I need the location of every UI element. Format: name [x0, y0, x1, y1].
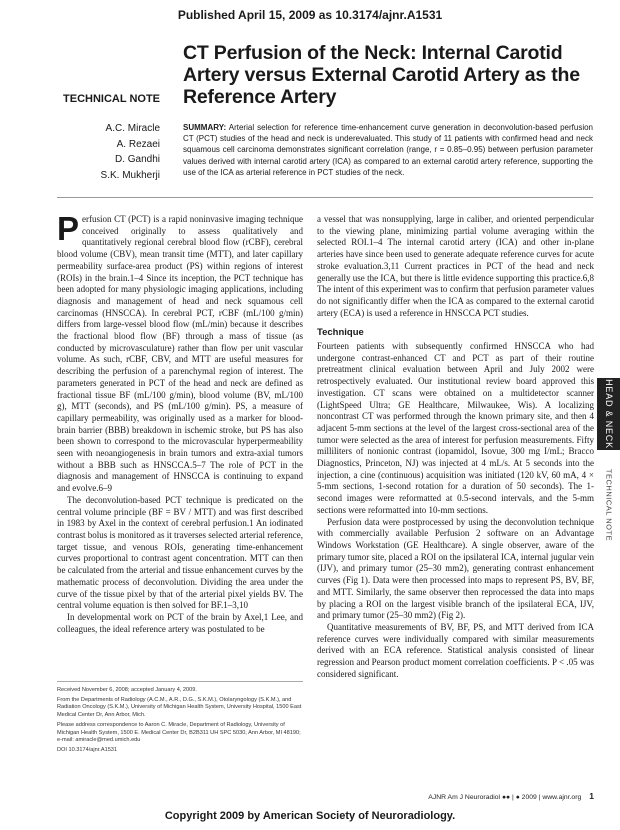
technique-heading: Technique	[317, 327, 364, 339]
drop-cap: P	[57, 210, 80, 247]
summary-text: Arterial selection for reference time-enhancement curve generation in deconvolution-based perfusion CT (PCT) studies of the head and neck is underevaluated. This study of 11 patients with confirmed head and neck squamous cell carcinoma demonstrates significant correlation (range, r = 0.85–0.95) between perfusion parameter values derived with internal carotid artery (ICA) as compared to an external carotid artery reference, supporting the use of the ICA as arterial reference in PCT studies of the neck.	[183, 123, 594, 177]
intro-paragraph	[57, 210, 303, 495]
page-number: 1	[589, 791, 594, 801]
header-divider	[57, 197, 593, 198]
summary-abstract	[183, 122, 593, 178]
body-paragraph: Fourteen patients with subsequently confirmed HNSCCA who had undergone contrast-enhanced CT and PCT as part of their routine pretreatment clinical evaluation between April and July 2002 were retrospectively evaluated. Our institutional review board approved this investigation. CT scans were obtained on a multidetector scanner (LightSpeed Ultra; GE Healthcare, Milwaukee, Wis). A localizing noncontrast CT was performed through the known primary site, and then 4 adjacent 5-mm sections at the level of the largest cross-sectional area of the tumor were selected as the area of interest for perfusion measurements. Fifty milliliters of nonionic contrast (iopamidol, Isovue, 300 mg I/mL; Bracco Diagnostics, Princeton, NJ) was injected at 4 mL/s. At 5 seconds into the injection, a cine (continuous) acquisition was initiated (120 kV, 60 mA, 4 × 5-mm sections, 1-second rotation for a duration of 50 seconds). The 1-second images were reformatted at 0.5-second intervals, and the 5-mm sections were reformatted into 10-mm sections.	[317, 341, 594, 515]
body-paragraph: In developmental work on PCT of the brain by Axel,1 Lee, and colleagues, the ideal reference artery was postulated to be	[57, 611, 303, 634]
received-note: Received November 6, 2008; accepted January 4, 2009.	[57, 687, 197, 693]
author-list	[57, 121, 160, 183]
side-label	[597, 450, 620, 560]
affiliation-note: From the Departments of Radiology (A.C.M., A.R., D.G., S.K.M.), Otolaryngology (S.K.M.), and Radiation Oncology (S.K.M.), University of Michigan Health System, University Hospital, 1500 East Medical Center Dr, Ann Arbor, Mich.	[57, 696, 302, 719]
copyright-banner: Copyright 2009 by American Society of Neuroradiology.	[164, 810, 456, 822]
article-title: CT Perfusion of the Neck: Internal Carotid Artery versus External Carotid Artery as the Reference Artery	[183, 42, 580, 108]
journal-citation: AJNR Am J Neuroradiol ●● | ● 2009 | www.ajnr.org	[428, 794, 582, 801]
author[interactable]: D. Gandhi	[114, 154, 160, 165]
published-banner: Published April 15, 2009 as 10.3174/ajnr.A1531	[177, 8, 443, 22]
body-paragraph: The deconvolution-based PCT technique is predicated on the central volume principle (BF = BV / MTT) and was first described in 1983 by Axel in the context of cerebral perfusion.1 An iodinated contrast bolus is monitored as it traverses selected arterial reference, target tissue, and venous ROIs, generating time-enhancement curves proportional to contrast agent concentration. MTT can then be calculated from the arterial and tissue enhancement curves by the mathematic process of deconvolution. Dividing the area under the curve of the tissue pixel by that of the arterial pixel yields BV. The central volume equation is then solved for BF.1–3,10	[57, 494, 303, 611]
doi-note[interactable]: DOI 10.3174/ajnr.A1531	[57, 747, 118, 754]
journal-footer	[300, 791, 594, 801]
correspondence-note: Please address correspondence to Aaron C. Miracle, Department of Radiology, University of Michigan Health System, 1500 E. Medical Center Dr, B2B311 UH SPC 5030, Ann Arbor, MI 48190; e-mail: amiracle@med.umich.edu	[57, 721, 301, 744]
author[interactable]: A. Rezaei	[116, 138, 160, 150]
author[interactable]: S.K. Mukherji	[100, 169, 160, 181]
summary-label: SUMMARY:	[183, 123, 227, 132]
section-side-tab[interactable]	[597, 378, 620, 450]
body-paragraph: a vessel that was nonsupplying, large in caliber, and oriented perpendicular to the viewing plane, minimizing partial volume averaging within the selected ROI.1–4 The internal carotid artery (ICA) and other in-plane arteries have since been used to generate adequate reference curves for acute stroke evaluation.3,11 Current practices in PCT of the head and neck generally use the ICA, but there is little evidence supporting this practice.6,8 The intent of this experiment was to confirm that perfusion parameter values do not significantly differ when the ICA as compared to the external carotid artery (ECA) is used a reference in HNSCCA PCT studies.	[317, 214, 594, 318]
paragraph-text: erfusion CT (PCT) is a rapid noninvasive imaging technique conceived originally to assess qualitatively and quantitatively regional cerebral blood flow (rCBF), cerebral blood volume (CBV), mean transit time (MTT), and later capillary permeability surface-area product (PS) within regions of interest (ROIs) in the brain.1–4 Since its inception, the PCT technique has been adopted for many physiologic imaging applications, including diagnosis and management of head and neck squamous cell carcinomas (HNSCCA). In cerebral PCT, rCBF (mL/100 g/min) differs from large-vessel blood flow (mL/min) because it describes the fractional blood flow (BF) through a mass of tissue (as conducted by microvasculature) rather than flow per unit vascular volume. As such, rCBF, CBV, and MTT are useful measures for describing the perfusion of a parenchymal region of interest. The parameters generated in PCT of the head and neck are defined as fractional tissue BF (mL/100 g/min), blood volume (BV, mL/100 g), MTT (seconds), and PS (mL/100 g/min). PS, a measure of capillary permeability, was originally used as a marker for blood-brain barrier (BBB) breakdown in ischemic stroke, but PS has also been shown to correspond to the microvascular hyperpermeability seen with neoangiogenesis in brain tumors and extra-axial tumors without a BBB such as HNSCCA.5–7 The role of PCT in the diagnosis and management of HNSCCA is continuing to expand and evolve.6–9	[57, 214, 303, 494]
section-label: TECHNICAL NOTE	[63, 93, 160, 105]
right-column	[317, 214, 594, 680]
body-paragraph: Perfusion data were postprocessed by using the deconvolution technique with commercially available Perfusion 2 software on an Advantage Windows Workstation (GE Healthcare). A single observer, aware of the primary tumor site, placed a ROI on the ipsilateral ICA, internal jugular vein (IJV), and primary tumor (25–30 mm2), generating contrast enhancement curves (Fig 1). Data were then processed into maps to represent PS, BV, BF, and MTT. Similarly, the same observer then reprocessed the data into maps by placing a ROI on the largest visible branch of the ipsilateral ECA, IJV, and primary tumor (25–30 mm2) (Fig 2).	[317, 516, 594, 621]
body-paragraph: Quantitative measurements of BV, BF, PS, and MTT derived from ICA reference curves were individually compared with similar measurements derived with an ECA reference. Statistical analysis consisted of linear regression and Pearson product moment correlation coefficients. P < .05 was considered significant.	[317, 621, 594, 679]
side-label-text: TECHNICAL NOTE	[604, 468, 613, 542]
left-column	[57, 210, 303, 635]
footnote-divider	[57, 681, 303, 682]
footnotes	[57, 687, 303, 757]
author[interactable]: A.C. Miracle	[105, 123, 160, 134]
side-tab-label: HEAD & NECK	[603, 379, 614, 449]
